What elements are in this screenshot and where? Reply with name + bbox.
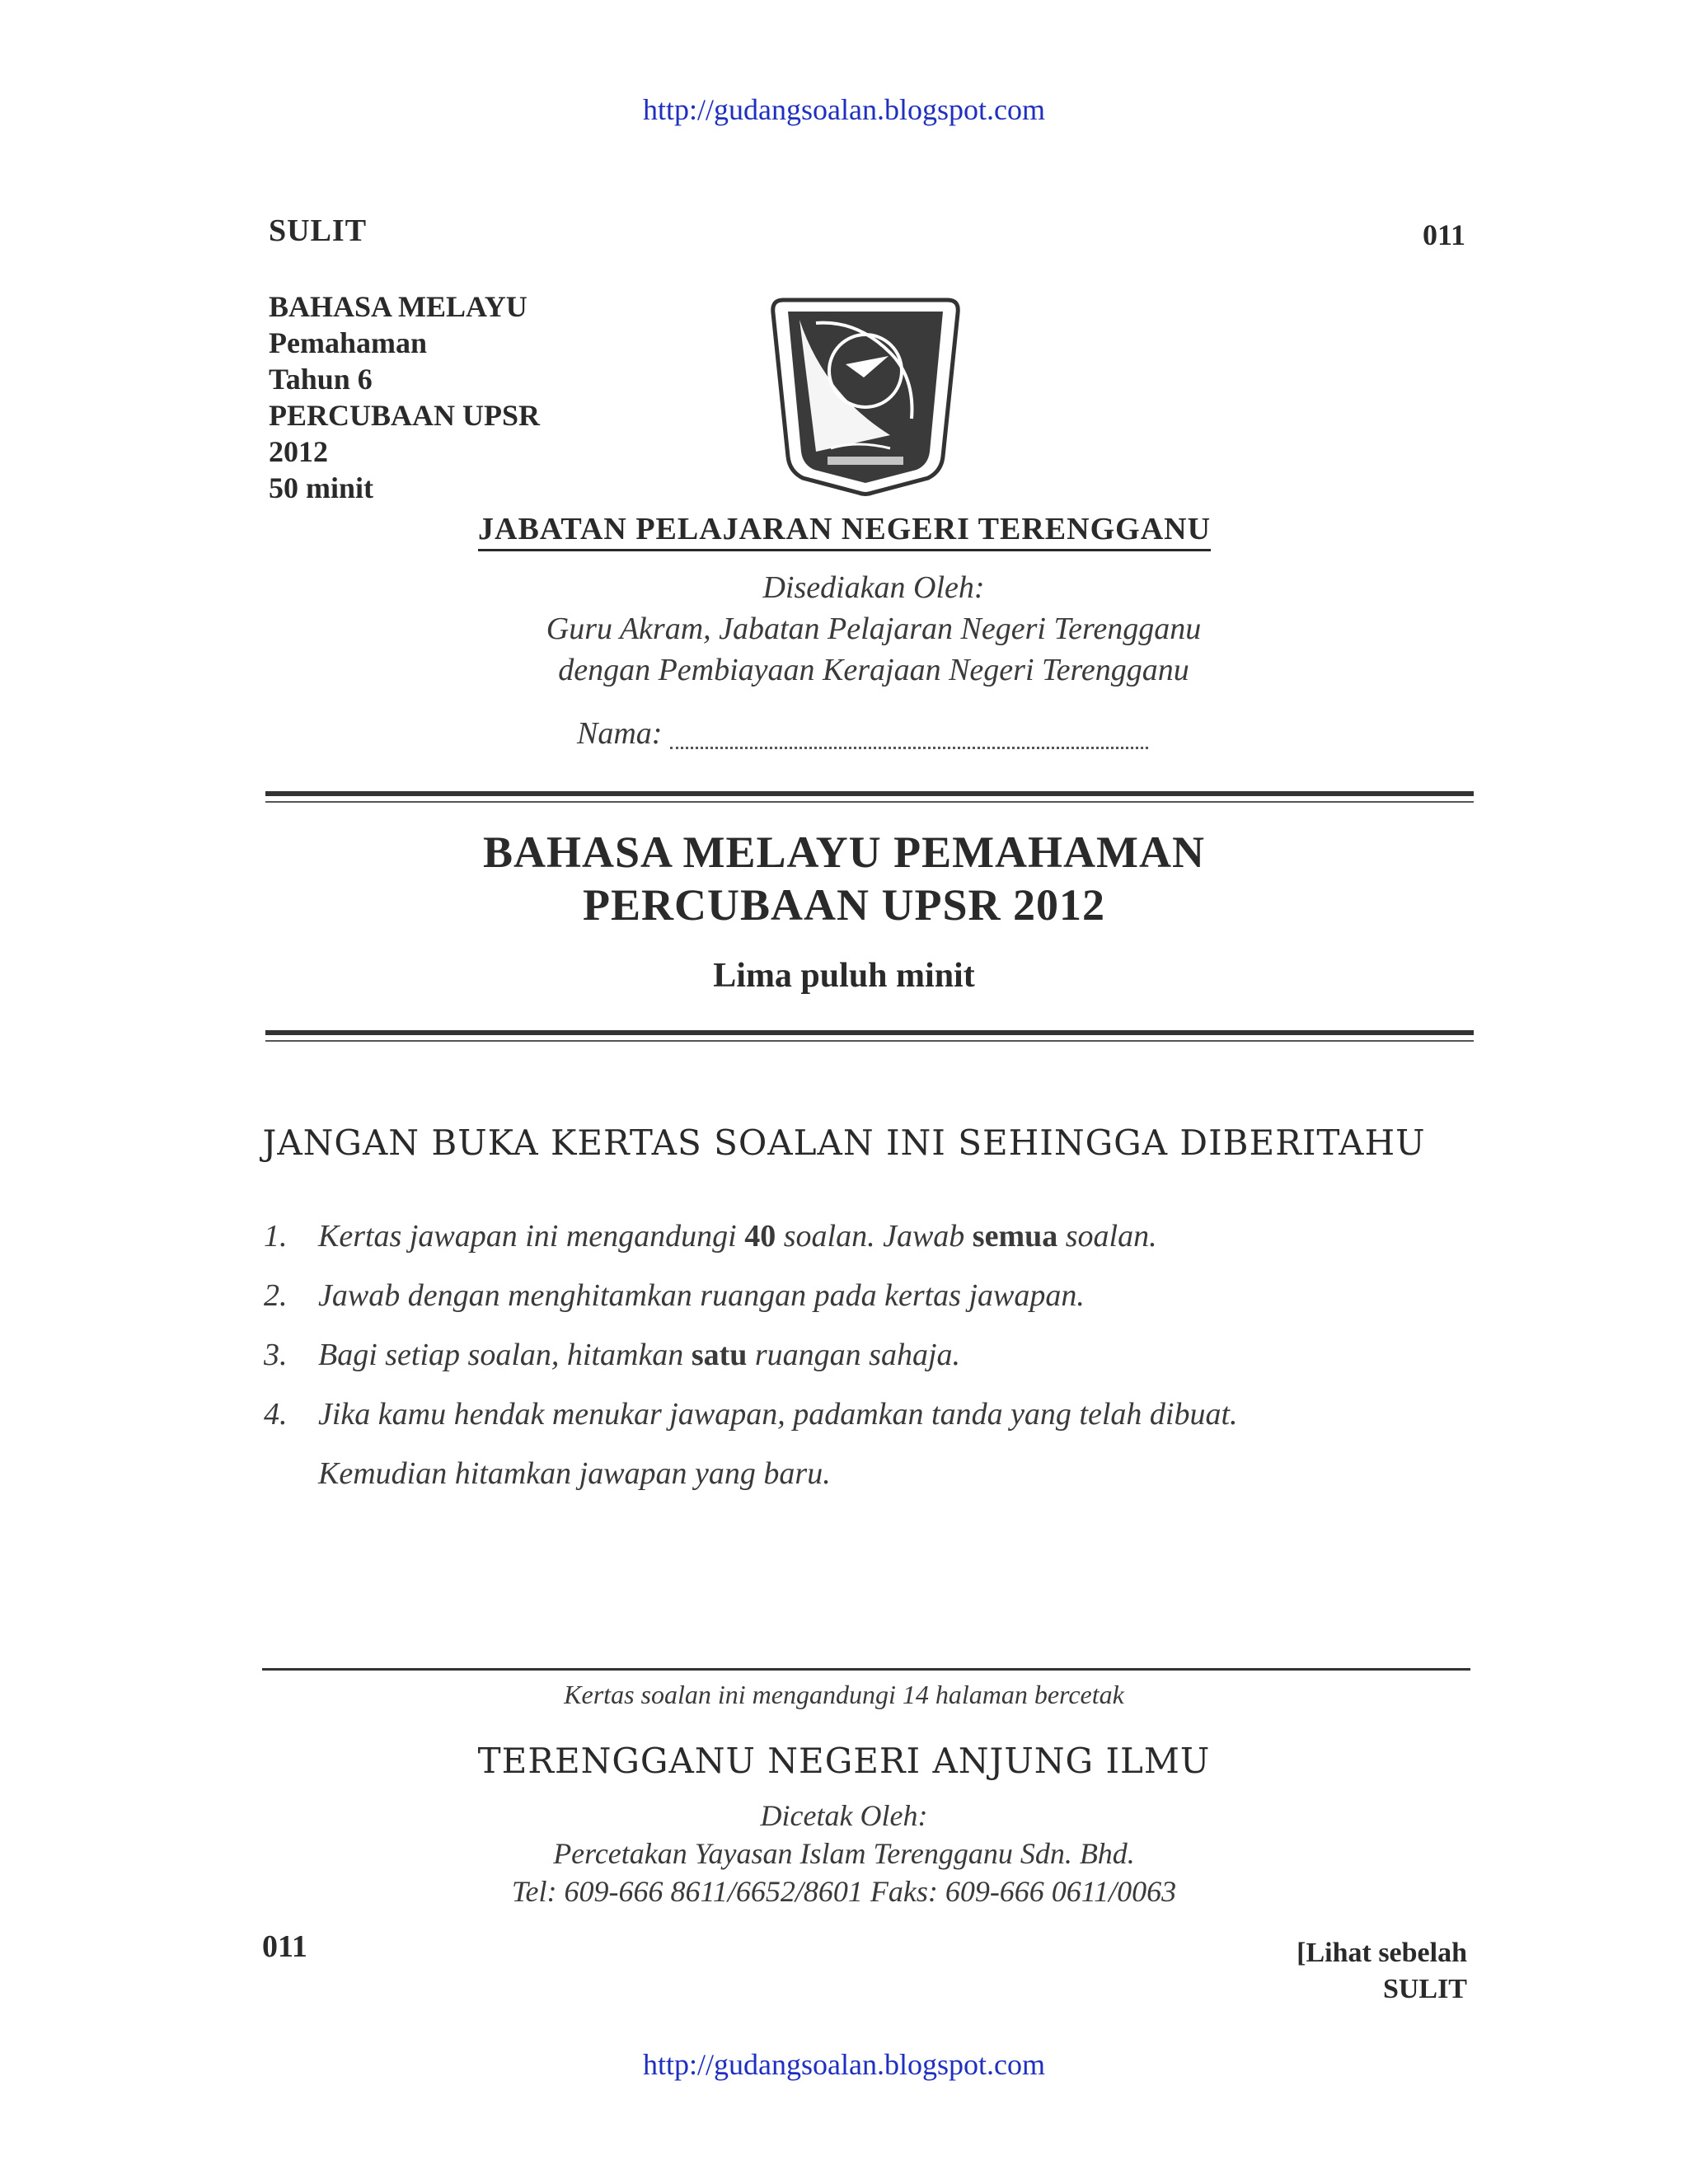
- do-not-open-warning: JANGAN BUKA KERTAS SOALAN INI SEHINGGA DIBERITAHU: [262, 1122, 1426, 1163]
- instruction-text: Jawab dengan menghitamkan ruangan pada kertas jawapan.: [318, 1278, 1085, 1313]
- instruction-item: [264, 1218, 1484, 1277]
- subject-name: BAHASA MELAYU: [269, 290, 528, 323]
- department-heading: JABATAN PELAJARAN NEGERI TERENGGANU: [478, 511, 1211, 551]
- exam-duration-short: 50 minit: [269, 471, 374, 504]
- page-count-note: Kertas soalan ini mengandungi 14 halaman bercetak: [564, 1680, 1124, 1709]
- paper-code-top: 011: [1423, 218, 1466, 251]
- instruction-item: [264, 1396, 1484, 1455]
- paper-code-bottom: 011: [262, 1929, 307, 1964]
- classification-label-bottom: SULIT: [1382, 1974, 1467, 2004]
- footer-url-link[interactable]: http://gudangsoalan.blogspot.com: [643, 2048, 1045, 2081]
- main-title-line1: BAHASA MELAYU PEMAHAMAN: [482, 827, 1206, 877]
- instruction-text: Bagi setiap soalan, hitamkan satu ruangan sahaja.: [318, 1338, 961, 1372]
- instruction-number: 1.: [264, 1219, 288, 1254]
- instruction-continuation: Kemudian hitamkan jawapan yang baru.: [318, 1456, 831, 1491]
- name-label: Nama:: [577, 716, 663, 751]
- instruction-number: 3.: [264, 1338, 288, 1372]
- prepared-by-line2: dengan Pembiayaan Kerajaan Negeri Terengganu: [558, 653, 1189, 687]
- name-field-row: [577, 715, 1148, 752]
- instruction-number: 4.: [264, 1397, 288, 1432]
- divider-top-thick: [265, 791, 1474, 796]
- prepared-by-label: Disediakan Oleh:: [762, 570, 985, 605]
- instruction-text: Jika kamu hendak menukar jawapan, padamkan tanda yang telah dibuat.: [318, 1397, 1238, 1432]
- subject-component: Pemahaman: [269, 326, 427, 359]
- header-url-link[interactable]: http://gudangsoalan.blogspot.com: [643, 93, 1045, 126]
- exam-duration: Lima puluh minit: [713, 957, 975, 995]
- printed-by-block: [0, 1797, 1688, 1910]
- printed-by-line1: Percetakan Yayasan Islam Terengganu Sdn. Bhd.: [553, 1837, 1135, 1870]
- instruction-item: [264, 1337, 1484, 1396]
- subject-year: Tahun 6: [269, 363, 373, 396]
- printed-by-line2: Tel: 609-666 8611/6652/8601 Faks: 609-666 0611/0063: [511, 1875, 1177, 1908]
- printed-by-label: Dicetak Oleh:: [760, 1799, 928, 1832]
- prepared-by-line1: Guru Akram, Jabatan Pelajaran Negeri Terengganu: [546, 612, 1202, 646]
- divider-bottom-thin: [265, 1040, 1474, 1042]
- see-next-page-note: [1276, 1935, 1467, 2008]
- see-next-text: [Lihat sebelah: [1296, 1938, 1467, 1968]
- department-logo-icon: [767, 295, 964, 496]
- state-motto: TERENGGANU NEGERI ANJUNG ILMU: [477, 1741, 1211, 1781]
- divider-bottom-thick: [265, 1030, 1474, 1035]
- exam-year: 2012: [269, 435, 328, 468]
- classification-label-top: SULIT: [269, 213, 368, 248]
- name-input-line[interactable]: [670, 724, 1148, 749]
- exam-name: PERCUBAAN UPSR: [269, 399, 541, 432]
- instructions-list: [264, 1218, 1484, 1492]
- main-title-line2: PERCUBAAN UPSR 2012: [582, 880, 1105, 930]
- instruction-number: 2.: [264, 1278, 288, 1313]
- instruction-text: Kertas jawapan ini mengandungi 40 soalan. Jawab semua soalan.: [318, 1219, 1157, 1254]
- main-title: [0, 826, 1688, 931]
- footer-divider: [262, 1668, 1470, 1671]
- subject-info-block: [269, 288, 540, 506]
- prepared-by-block: [396, 567, 1352, 691]
- instruction-item: [264, 1277, 1484, 1337]
- divider-top-thin: [265, 801, 1474, 803]
